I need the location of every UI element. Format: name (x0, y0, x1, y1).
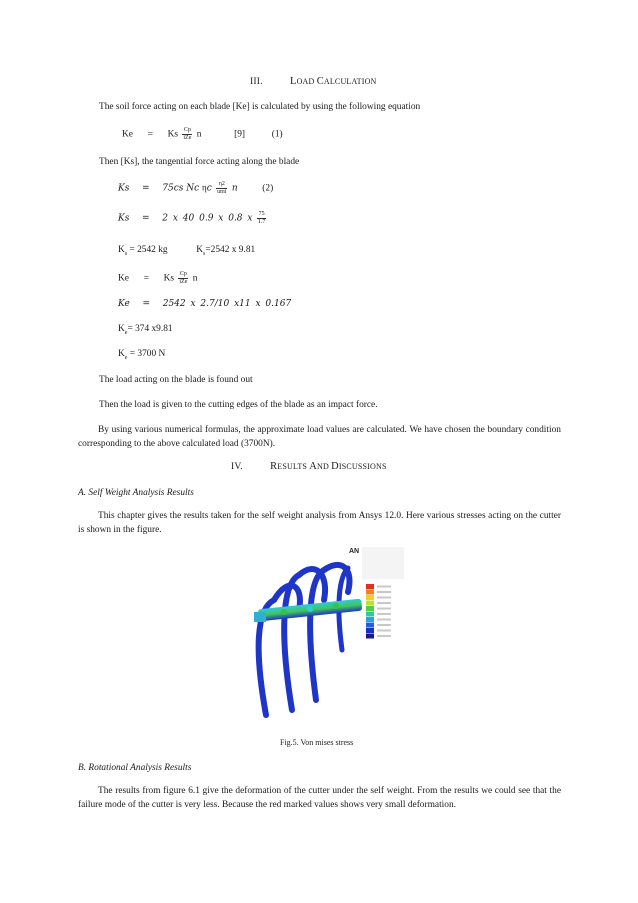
von-mises-figure (244, 540, 414, 730)
eq-sign: = (142, 299, 151, 309)
eq-k: K (118, 349, 125, 359)
eq-label: (1) (271, 129, 283, 140)
eq-subscript: e (124, 354, 128, 361)
legend-value-mark (377, 591, 391, 593)
eq-rhs: 75cs Nc (162, 183, 203, 194)
legend-band (366, 634, 374, 639)
heading-rest: ND (316, 462, 332, 471)
eq-k: K (118, 245, 125, 255)
heading-rest: ALCULATION (323, 77, 377, 86)
figure-caption: Fig.5. Von mises stress (280, 738, 354, 747)
equation-2 (118, 181, 273, 196)
fraction-denominator: iZe (179, 279, 188, 285)
then-line: Then [Ks], the tangential force acting along the blade (99, 157, 300, 167)
equation-3 (118, 211, 268, 226)
eq-k: K (118, 324, 125, 334)
stress-hotspot (307, 606, 313, 612)
subsection-b: B. Rotational Analysis Results (78, 763, 192, 773)
load-line: The load acting on the blade is found out (99, 375, 253, 385)
eq-n: n (192, 273, 198, 284)
eq-lhs: Ke (122, 129, 133, 140)
eq-n: n (196, 129, 202, 140)
eq-subscript: e (124, 329, 128, 336)
eq-lhs: Ks (118, 183, 130, 194)
paragraph-text: The results from figure 6.1 give the deformation of the cutter under the self weight. From the results we could see that the failure mode of the cutter is very less. Because the red marked values shows very small deformation. (78, 786, 561, 810)
legend-value-mark (377, 608, 391, 610)
fraction-denominator: iZe (183, 135, 192, 141)
heading-rest: ISCUSSIONS (338, 462, 387, 471)
fraction-denominator: umi (217, 189, 227, 195)
stress-legend (366, 584, 391, 639)
eq-subscript: s (203, 250, 206, 257)
eq-sign: = (142, 183, 150, 194)
eq-lhs: Ke (118, 299, 130, 309)
eq-fraction (182, 127, 192, 142)
legend-value-mark (377, 630, 391, 632)
eq-sign: = (143, 273, 149, 284)
paragraph-rotational (78, 784, 561, 812)
legend-value-mark (377, 624, 391, 626)
legend-value-mark (377, 635, 391, 637)
legend-band (366, 590, 374, 595)
paragraph-text: By using various numerical formulas, the approximate load values are calculated. We have chosen the boundary condition corresponding to the above calculated load (3700N). (78, 425, 561, 449)
heading-cap: L (290, 76, 297, 87)
ansys-logo: AN (349, 548, 360, 555)
paragraph-selfweight (78, 509, 561, 537)
legend-value-mark (377, 597, 391, 599)
eq-fraction (178, 271, 188, 286)
legend-value-mark (377, 602, 391, 604)
fraction-numerator: η2 (216, 181, 227, 189)
eq-value: = 3700 N (127, 349, 166, 359)
section-heading-4 (231, 461, 387, 472)
eq-lhs: Ke (118, 273, 129, 284)
section-number: III. (250, 76, 263, 87)
legend-band (366, 628, 374, 633)
eq-label: (2) (262, 183, 274, 194)
eq-ks: Ks (167, 129, 179, 140)
heading-rest: ESULTS (277, 462, 310, 471)
legend-band (366, 623, 374, 628)
eq-value: =2542 x 9.81 (205, 245, 256, 255)
stress-hotspot (281, 609, 287, 615)
intro-line: The soil force acting on each blade [Ke] is calculated by using the following equation (99, 102, 421, 112)
eq-k: K (196, 245, 204, 255)
fraction-denominator: 1.7 (257, 219, 266, 225)
legend-band (366, 584, 374, 589)
legend-band (366, 617, 374, 622)
fraction-numerator: 75 (258, 211, 265, 217)
heading-cap: A (309, 461, 317, 472)
equation-6 (118, 299, 291, 309)
eq-rhs: 2 x 40 0.9 x 0.8 x (162, 213, 253, 224)
stress-hotspot (333, 603, 339, 609)
legend-band (366, 601, 374, 606)
legend-band (366, 612, 374, 617)
legend-value-mark (377, 619, 391, 621)
cutter-blades (259, 565, 350, 715)
impact-line: Then the load is given to the cutting edges of the blade as an impact force. (99, 400, 378, 410)
eq-reference: [9] (234, 129, 246, 140)
eq-fraction (216, 181, 227, 196)
eq-eta: η (202, 182, 207, 193)
eq-rhs: 2542 x 2.7/10 x11 x 0.167 (162, 299, 292, 309)
eq-value: = 374 x9.81 (127, 324, 173, 334)
equation-5 (118, 271, 197, 286)
eq-ks: Ks (163, 273, 175, 284)
legend-band (366, 595, 374, 600)
equation-7 (118, 324, 173, 336)
subsection-a: A. Self Weight Analysis Results (78, 488, 194, 498)
equation-1 (122, 127, 283, 142)
equation-4 (118, 245, 255, 257)
legend-value-mark (377, 586, 391, 588)
fraction-numerator: Cp (179, 271, 187, 277)
heading-cap: D (331, 461, 339, 472)
section-number: IV. (231, 461, 243, 472)
eq-value: = 2542 kg (127, 245, 168, 255)
paragraph-formulas (78, 423, 561, 451)
eq-c: c (206, 183, 212, 194)
legend-band (366, 606, 374, 611)
fraction-numerator: Cp (183, 127, 191, 133)
paragraph-text: This chapter gives the results taken for the self weight analysis from Ansys 12.0. Here various stresses acting on the cutter is shown in the figure. (78, 511, 561, 535)
shaft-end (254, 612, 266, 622)
eq-fraction (257, 211, 267, 226)
heading-cap: R (270, 461, 278, 472)
equation-8 (118, 349, 165, 361)
eq-sign: = (147, 129, 153, 140)
section-heading-3 (250, 76, 377, 87)
eq-sign: = (142, 213, 150, 224)
info-block (362, 547, 404, 579)
eq-n: n (231, 183, 238, 194)
heading-cap: C (316, 76, 324, 87)
legend-value-mark (377, 613, 391, 615)
eq-subscript: s (124, 250, 128, 257)
eq-lhs: Ks (118, 213, 130, 224)
heading-rest: OAD (296, 77, 317, 86)
